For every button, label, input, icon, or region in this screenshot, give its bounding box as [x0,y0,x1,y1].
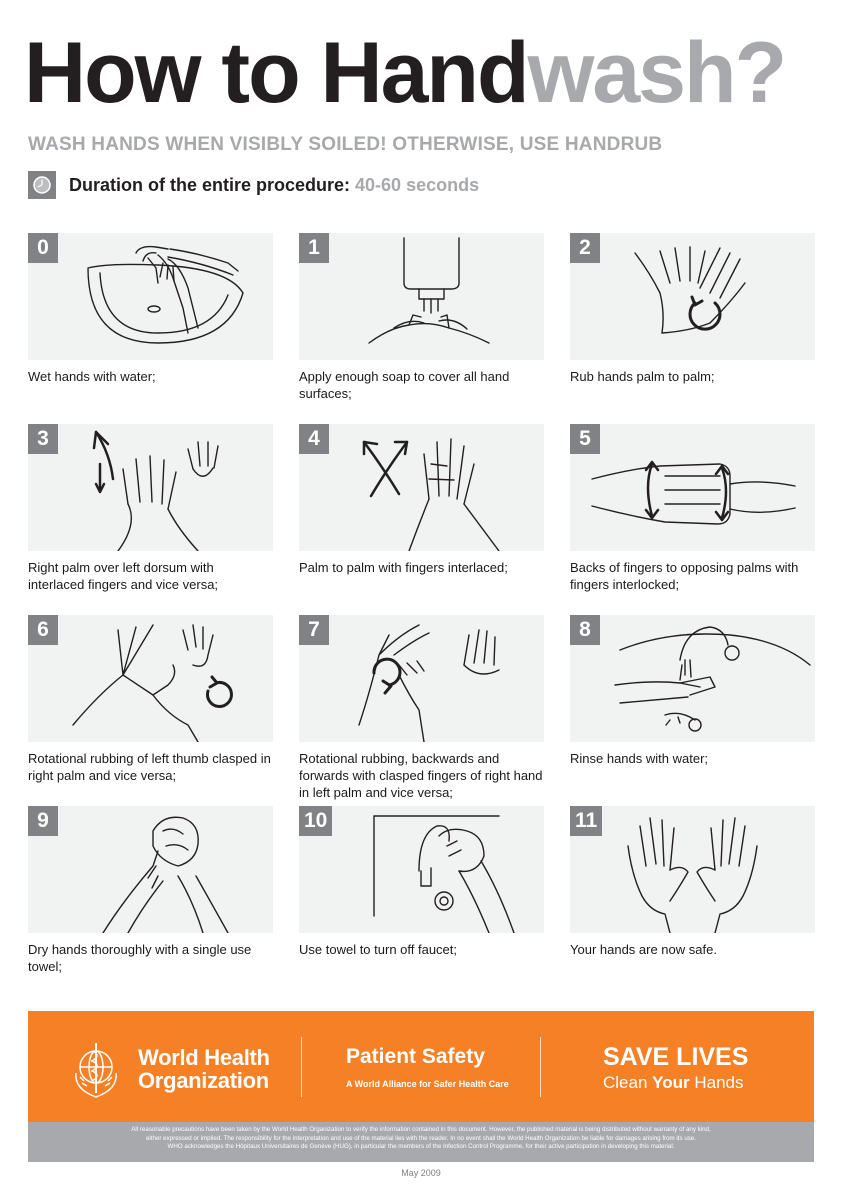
step-caption: Rinse hands with water; [570,751,709,766]
clean-hands-illustration [570,806,815,933]
fingers-interlaced-illustration [299,424,544,551]
who-name-line1: World Health [138,1045,270,1070]
step-number: 9 [28,806,58,836]
step-4 [299,424,544,576]
palm-over-dorsum-illustration [28,424,273,551]
step-5-panel [570,424,815,551]
who-emblem-icon [64,1037,128,1101]
disclaimer-line: WHO acknowledges the Hôpitaux Universitaires de Genève (HUG), in particular the members of the Infection Control Programme, for their active participation in developing this material. [167,1143,675,1151]
step-caption: Your hands are now safe. [570,942,717,957]
step-number: 1 [299,233,329,263]
duration-row [28,170,479,200]
step-caption: Wet hands with water; [28,369,156,384]
tagline-word: Hands [694,1073,744,1092]
clock-icon [28,171,56,199]
footer-divider [540,1037,541,1097]
soap-dispenser-illustration [299,233,544,360]
step-7 [299,615,544,801]
step-caption: Use towel to turn off faucet; [299,942,458,957]
step-1-panel [299,233,544,360]
title-dark-part: How to Hand [24,25,528,121]
step-9-panel [28,806,273,933]
disclaimer-line: either expressed or implied. The responsibility for the interpretation and use of the material lies with the reader. In no event shall the World Health Organization be liable for damages arising from its use. [145,1134,697,1142]
disclaimer-line: All reasonable precautions have been taken by the World Health Organization to verify the information contained in this document. However, the published material is being distributed without warranty of any kind, [131,1126,711,1133]
step-0 [28,233,273,385]
step-number: 0 [28,233,58,263]
step-number: 7 [299,615,329,645]
step-9 [28,806,273,975]
step-number: 6 [28,615,58,645]
step-number: 10 [299,806,332,836]
step-caption: Rotational rubbing, backwards and forwards with clasped fingers of right hand in left palm and vice versa; [299,751,543,800]
step-6-panel [28,615,273,742]
save-lives-title: SAVE LIVES [603,1043,749,1071]
step-8-panel [570,615,815,742]
step-8 [570,615,815,767]
step-7-panel [299,615,544,742]
step-6 [28,615,273,784]
subtitle: WASH HANDS WHEN VISIBLY SOILED! OTHERWISE, USE HANDRUB [28,134,663,155]
step-11-panel [570,806,815,933]
step-4-panel [299,424,544,551]
who-name [138,1046,270,1092]
who-name-line2: Organization [138,1068,269,1093]
step-number: 3 [28,424,58,454]
backs-of-fingers-illustration [570,424,815,551]
step-caption: Apply enough soap to cover all hand surfaces; [299,369,510,401]
palm-to-palm-illustration [570,233,815,360]
step-0-panel [28,233,273,360]
towel-faucet-illustration [299,806,544,933]
clean-your-hands-tagline [603,1073,744,1093]
patient-safety-subtitle: A World Alliance for Safer Health Care [346,1079,509,1089]
step-10 [299,806,544,958]
step-2 [570,233,815,385]
step-11 [570,806,815,958]
wet-hands-illustration [28,233,273,360]
step-number: 8 [570,615,600,645]
dry-hands-towel-illustration [28,806,273,933]
rinse-hands-illustration [570,615,815,742]
patient-safety-title: Patient Safety [346,1045,485,1068]
tagline-word: Clean [603,1073,648,1092]
footer-banner [28,1011,814,1122]
footer-divider [301,1037,302,1097]
step-number: 2 [570,233,600,263]
step-caption: Right palm over left dorsum with interlaced fingers and vice versa; [28,560,219,592]
title-grey-part: wash? [527,25,786,121]
step-number: 11 [570,806,602,836]
step-caption: Rub hands palm to palm; [570,369,715,384]
step-2-panel [570,233,815,360]
step-number: 4 [299,424,329,454]
fingertips-rubbing-illustration [299,615,544,742]
step-1 [299,233,544,402]
step-caption: Rotational rubbing of left thumb clasped in right palm and vice versa; [28,751,271,783]
page-title [24,25,786,121]
step-caption: Dry hands thoroughly with a single use towel; [28,942,252,974]
step-caption: Palm to palm with fingers interlaced; [299,560,508,575]
duration-label: Duration of the entire procedure: [69,174,351,195]
step-caption: Backs of fingers to opposing palms with fingers interlocked; [570,560,799,592]
step-5 [570,424,815,593]
duration-value: 40-60 seconds [355,174,480,195]
publication-date: May 2009 [401,1168,441,1178]
step-number: 5 [570,424,600,454]
thumb-rubbing-illustration [28,615,273,742]
step-10-panel [299,806,544,933]
step-3 [28,424,273,593]
tagline-word-bold: Your [652,1073,690,1092]
step-3-panel [28,424,273,551]
disclaimer [28,1122,814,1162]
